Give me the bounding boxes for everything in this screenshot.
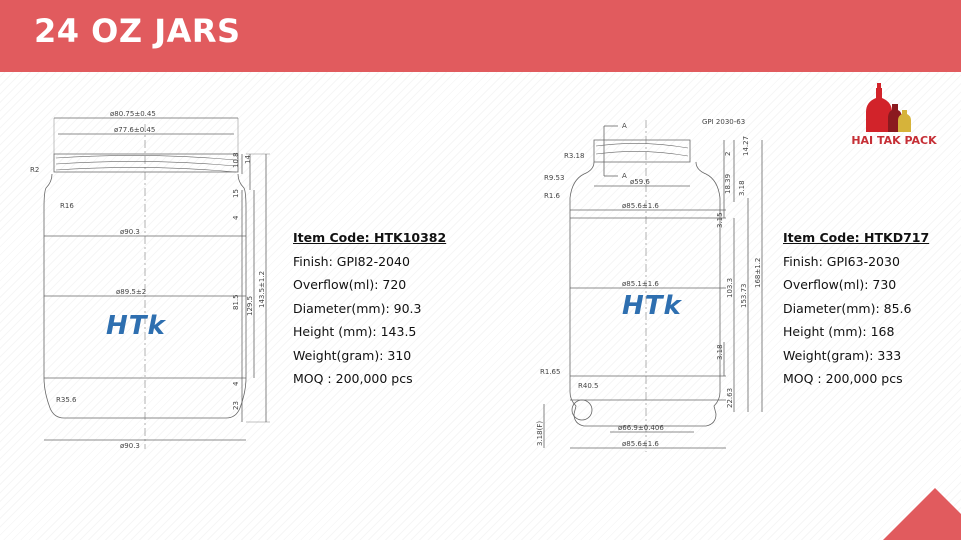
height: Height (mm): 143.5: [293, 324, 417, 339]
dim-d-bottom: ø85.6±1.6: [622, 440, 659, 448]
finish-label: GPI 2030-63: [702, 118, 746, 126]
logo-text: HAI TAK PACK: [851, 134, 937, 147]
dim-top-inner: ø77.6±0.45: [114, 126, 156, 134]
dim-r-base: R40.5: [578, 382, 599, 390]
dim-d-neck: ø59.6: [630, 178, 650, 186]
dim-h-base: 22.63: [726, 387, 734, 408]
dim-h-e: 3.15: [716, 212, 724, 228]
dim-top-outer: ø80.75±0.45: [110, 110, 156, 118]
dim-h-shoulder: 15: [232, 189, 240, 198]
overflow: Overflow(ml): 720: [293, 277, 407, 292]
dim-r-neck: R9.53: [544, 174, 565, 182]
dim-r-top: R3.18: [564, 152, 585, 160]
weight: Weight(gram): 310: [293, 347, 412, 363]
jar-drawing-htk10382: [28, 104, 278, 454]
spec-list-htk10382: [293, 226, 446, 391]
dim-bottom: ø90.3: [120, 442, 140, 450]
dim-body-upper: ø90.3: [120, 228, 140, 236]
dim-r-top: R2: [30, 166, 40, 174]
dim-r-base: R35.6: [56, 396, 77, 404]
section-a-top: A: [622, 122, 627, 130]
dim-h-d: 3.18: [738, 180, 746, 196]
finish: Finish: GPI63-2030: [783, 253, 900, 269]
dim-h-a: 4: [232, 215, 240, 220]
dim-r-heel: R1.65: [540, 368, 561, 376]
dim-h-b: 4: [232, 381, 240, 386]
overflow: Overflow(ml): 730: [783, 277, 897, 292]
dim-h-body: 129.5: [246, 295, 254, 316]
dim-h-h: 3.18: [716, 344, 724, 360]
dim-h-finish: 10.8: [232, 152, 240, 168]
diameter: Diameter(mm): 85.6: [783, 300, 912, 316]
page-title: 24 OZ JARS: [34, 12, 241, 50]
bottles-logo-icon: [846, 80, 942, 136]
dim-h-push: 3.18(F): [536, 420, 544, 446]
corner-triangle-decoration: [883, 488, 961, 540]
dim-d-mid: ø85.1±1.6: [622, 280, 659, 288]
dim-h-a: 2: [724, 151, 732, 156]
finish: Finish: GPI82-2040: [293, 253, 410, 269]
dim-r-shoulder: R1.6: [544, 192, 560, 200]
dim-r-shoulder: R16: [60, 202, 74, 210]
dim-h-label: 81.5: [232, 294, 240, 310]
dim-h-b: 14.27: [742, 135, 750, 156]
spec-list-htkd717: [783, 226, 929, 391]
item-code: Item Code: HTK10382: [293, 230, 447, 245]
header-bar: [0, 0, 961, 72]
dim-h-base: 23: [232, 401, 240, 410]
dim-h-neck: 14: [244, 155, 252, 164]
jar-drawing-htkd717: [534, 112, 778, 456]
moq: MOQ : 200,000 pcs: [293, 371, 413, 386]
dim-h-f: 103.3: [726, 277, 734, 298]
dim-h-total: 168±1.2: [754, 257, 762, 288]
htk-watermark-left: HTk: [106, 311, 166, 341]
htk-watermark-right: HTk: [622, 291, 682, 321]
hai-tak-pack-logo: [846, 80, 942, 150]
dim-h-g: 153.73: [740, 283, 748, 308]
dim-h-total: 143.5±1.2: [258, 270, 266, 308]
moq: MOQ : 200,000 pcs: [783, 371, 903, 386]
section-a-bottom: A: [622, 172, 627, 180]
dim-d-base-inner: ø66.9±0.406: [618, 424, 664, 432]
diameter: Diameter(mm): 90.3: [293, 300, 422, 316]
height: Height (mm): 168: [783, 324, 895, 339]
item-code: Item Code: HTKD717: [783, 230, 930, 245]
dim-h-c: 18.39: [724, 173, 732, 194]
dim-d-upper: ø85.6±1.6: [622, 202, 659, 210]
dim-body-mid: ø89.5±2: [116, 288, 147, 296]
weight: Weight(gram): 333: [783, 347, 902, 363]
